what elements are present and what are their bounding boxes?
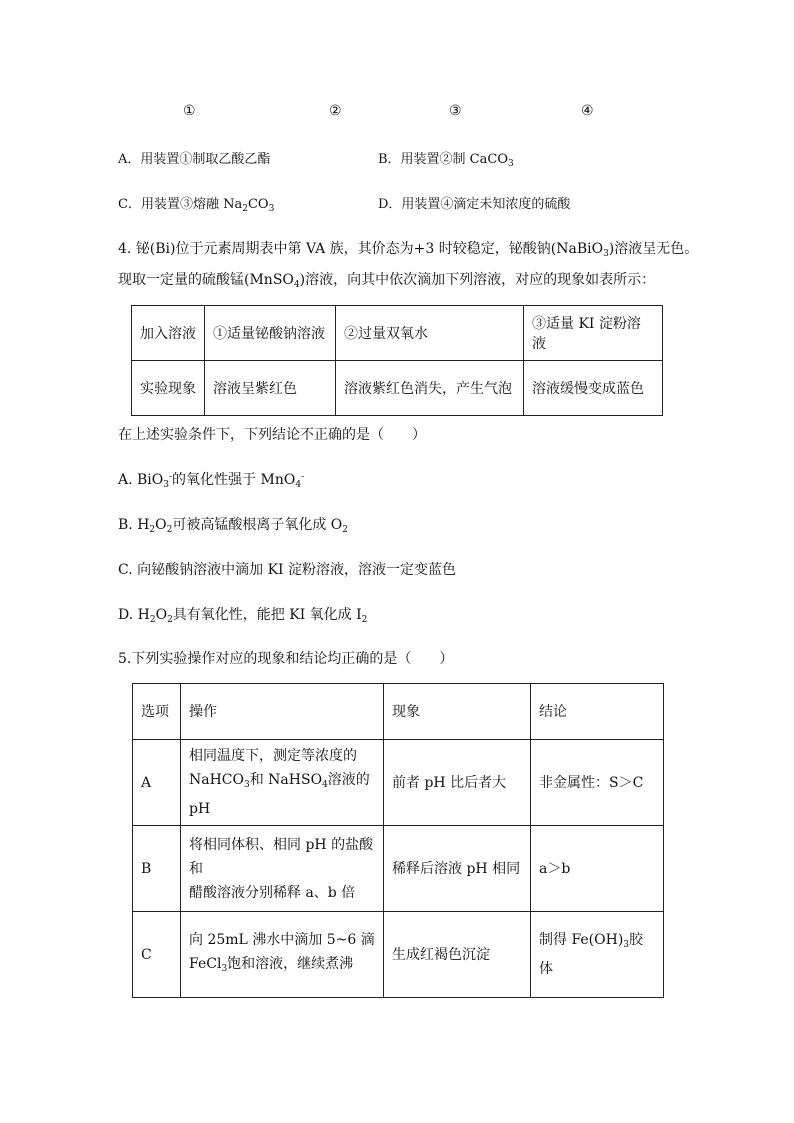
q5-table-row xyxy=(133,740,664,826)
q3-option-c-text: C．用装置③熔融 Na xyxy=(118,197,243,212)
q4-option-b xyxy=(118,514,348,535)
superscript: - xyxy=(169,472,173,482)
q4-option-text: D. H xyxy=(118,607,150,623)
figure-label-2: ② xyxy=(329,103,342,119)
q5-table-cell xyxy=(181,912,384,998)
q5-table-cell: 生成红褐色沉淀 xyxy=(384,912,531,998)
q3-option-b-text: B．用装置②制 CaCO xyxy=(378,152,508,167)
figure-label-1: ① xyxy=(183,103,196,119)
q5-table-cell: 非金属性：S＞C xyxy=(531,740,664,826)
q4-option-text: O xyxy=(155,517,167,533)
q4-text: )溶液呈无色。 xyxy=(608,241,699,257)
q5-table-cell xyxy=(181,826,384,912)
q5-question: 5.下列实验操作对应的现象和结论均正确的是（ ） xyxy=(118,651,454,667)
q4-question: 在上述实验条件下，下列结论不正确的是（ ） xyxy=(118,427,426,443)
q5-op-text: 和 NaHSO xyxy=(249,772,323,788)
q5-table-cell: a＞b xyxy=(531,826,664,912)
q3-option-b xyxy=(378,148,514,169)
q4-option-text: O xyxy=(155,607,168,623)
q4-table-cell: 加入溶液 xyxy=(132,306,205,361)
q5-table-cell: B xyxy=(133,826,181,912)
q4-option-d xyxy=(118,604,367,625)
q5-table-cell: 前者 pH 比后者大 xyxy=(384,740,531,826)
q4-table-header-row xyxy=(132,306,663,361)
q5-table xyxy=(132,683,664,998)
q4-option-text: 具有氧化性，能把 KI 氧化成 I xyxy=(172,607,362,623)
subscript: 4 xyxy=(293,280,300,290)
superscript: - xyxy=(301,472,305,482)
subscript: 3 xyxy=(603,249,609,259)
q5-op-line xyxy=(189,952,375,981)
q4-option-a xyxy=(118,469,304,490)
q3-option-d: D．用装置④滴定未知浓度的硫酸 xyxy=(378,197,571,212)
subscript: 3 xyxy=(163,480,169,490)
q4-table xyxy=(131,305,663,416)
q4-option-text: B. H xyxy=(118,517,150,533)
q5-conclusion-text: 胶体 xyxy=(539,932,644,977)
q5-op-text: 溶液的 pH xyxy=(189,772,370,817)
q4-table-cell: 溶液呈紫红色 xyxy=(205,361,336,416)
q4-option-c: C. 向铋酸钠溶液中滴加 KI 淀粉溶液，溶液一定变蓝色 xyxy=(118,562,457,578)
q5-op-line: 醋酸溶液分别稀释 a、b 倍 xyxy=(189,884,356,901)
q5-table-cell: 操作 xyxy=(181,684,384,740)
q5-table-cell: 稀释后溶液 pH 相同 xyxy=(384,826,531,912)
figure-label-4: ④ xyxy=(581,103,594,119)
q5-table-cell: A xyxy=(133,740,181,826)
q5-table-header-row xyxy=(133,684,664,740)
q4-stem-line1 xyxy=(118,238,698,259)
subscript: 2 xyxy=(361,615,368,625)
q5-op-line: 将相同体积、相同 pH 的盐酸和 xyxy=(189,836,374,877)
q5-table-row xyxy=(133,912,664,998)
q3-option-a: A．用装置①制取乙酸乙酯 xyxy=(118,152,271,167)
q4-stem-line2 xyxy=(118,269,655,290)
subscript: 3 xyxy=(623,940,630,950)
subscript: 3 xyxy=(508,159,514,169)
q4-table-row xyxy=(132,361,663,416)
subscript: 2 xyxy=(342,525,349,535)
q5-table-cell xyxy=(181,740,384,826)
q4-option-text: 可被高锰酸根离子氧化成 O xyxy=(172,517,343,533)
q5-op-text: FeCl xyxy=(189,956,222,972)
q4-text: 4. 铋(Bi)位于元素周期表中第 VA 族，其价态为+3 时较稳定，铋酸钠(NaBiO xyxy=(118,241,604,257)
q5-conclusion-text: 制得 Fe(OH) xyxy=(539,932,624,948)
q4-table-cell: ①适量铋酸钠溶液 xyxy=(205,306,336,361)
q4-text: 现取一定量的硫酸锰(MnSO xyxy=(118,272,294,288)
q4-table-cell: 溶液紫红色消失，产生气泡 xyxy=(336,361,524,416)
subscript: 2 xyxy=(166,525,173,535)
q4-option-text: A. BiO xyxy=(118,472,164,488)
subscript: 2 xyxy=(167,615,173,625)
q3-option-c-text: CO xyxy=(247,197,269,212)
q4-table-cell: 溶液缓慢变成蓝色 xyxy=(524,361,663,416)
q3-option-c xyxy=(118,193,274,214)
q4-table-cell: 实验现象 xyxy=(132,361,205,416)
subscript: 4 xyxy=(322,780,328,790)
q4-text: )溶液，向其中依次滴加下列溶液，对应的现象如表所示： xyxy=(299,272,656,288)
q4-table-cell: ②过量双氧水 xyxy=(336,306,524,361)
subscript: 3 xyxy=(268,204,275,214)
subscript: 2 xyxy=(149,615,156,625)
subscript: 3 xyxy=(221,964,228,974)
subscript: 4 xyxy=(295,480,302,490)
q5-op-line: 向 25mL 沸水中滴加 5~6 滴 xyxy=(189,932,375,948)
q5-op-text: 饱和溶液，继续煮沸 xyxy=(227,956,354,972)
q5-table-cell: 选项 xyxy=(133,684,181,740)
q4-table-cell: ③适量 KI 淀粉溶液 xyxy=(524,306,663,361)
q5-op-line: 相同温度下，测定等浓度的 xyxy=(189,748,357,764)
q4-option-text: 的氧化性强于 MnO xyxy=(172,472,296,488)
q5-table-cell: 结论 xyxy=(531,684,664,740)
subscript: 3 xyxy=(244,780,250,790)
figure-label-3: ③ xyxy=(449,103,462,119)
q5-table-cell xyxy=(531,912,664,998)
q5-table-cell: 现象 xyxy=(384,684,531,740)
q5-table-row xyxy=(133,826,664,912)
subscript: 2 xyxy=(149,525,156,535)
q5-table-cell: C xyxy=(133,912,181,998)
q5-op-text: NaHCO xyxy=(189,772,244,788)
subscript: 2 xyxy=(242,204,248,214)
q5-op-line xyxy=(189,768,375,821)
